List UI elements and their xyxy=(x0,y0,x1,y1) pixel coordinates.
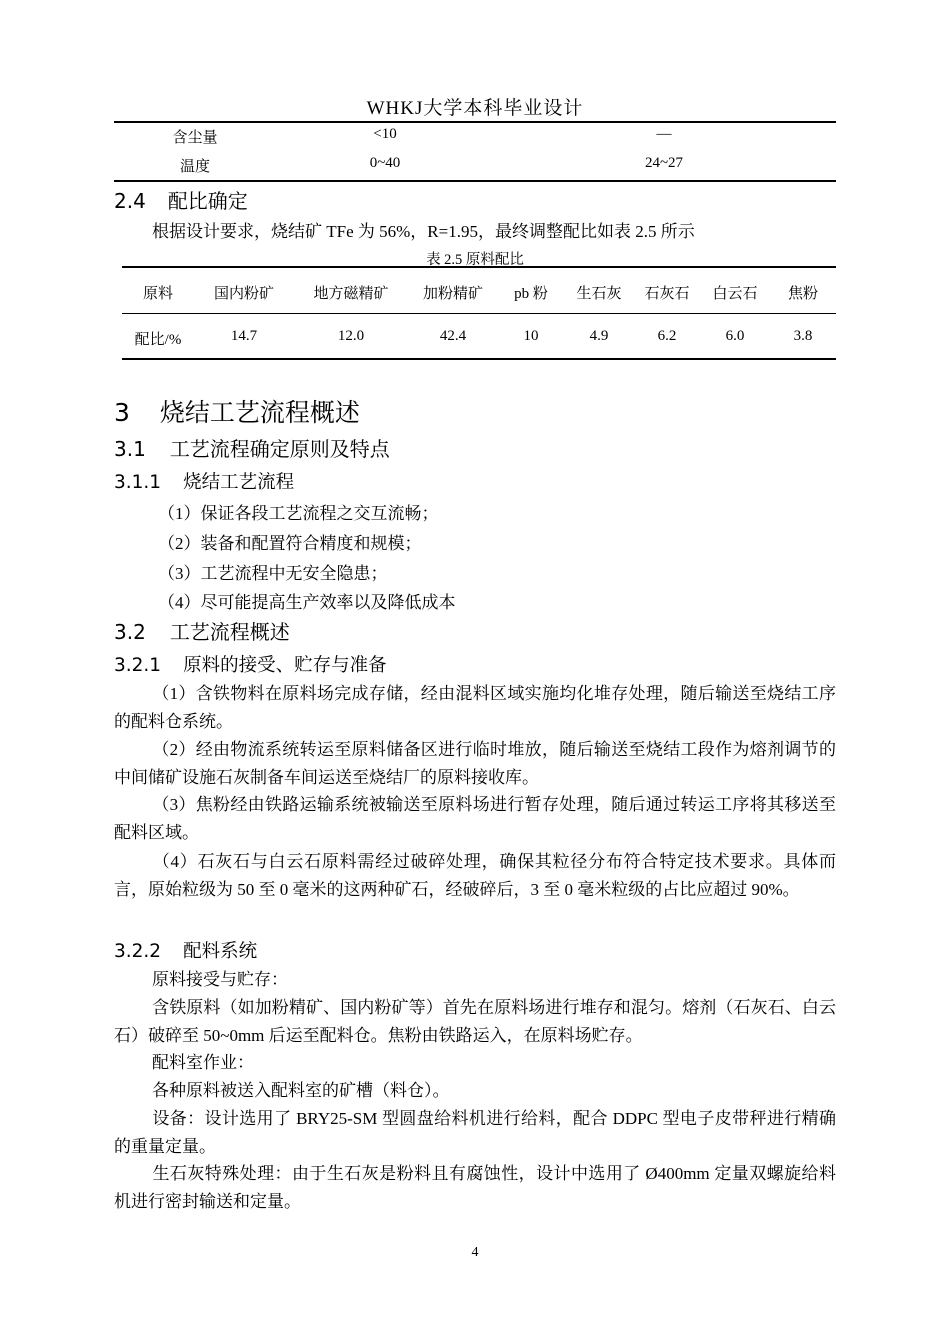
chapter-title: 烧结工艺流程概述 xyxy=(159,398,360,427)
ratio-table-cell: 10 xyxy=(523,328,539,344)
top-table-cell: 24~27 xyxy=(644,155,684,171)
section-number: 3.2 xyxy=(114,620,146,644)
section-3-2-1-heading xyxy=(114,651,387,677)
ratio-table-cell: 3.8 xyxy=(793,328,813,344)
paragraph-text: 设备：设计选用了 BRY25-SM 型圆盘给料机进行给料，配合 DDPC 型电子皮带秤进行精确的重量定量。 xyxy=(114,1109,836,1156)
section-title: 烧结工艺流程 xyxy=(183,472,295,493)
paragraph-text: 原料接受与贮存： xyxy=(152,970,288,989)
ratio-table-cell: 6.2 xyxy=(657,328,677,344)
body-paragraph xyxy=(114,1049,836,1077)
chapter-number: 3 xyxy=(114,398,130,427)
ratio-table-cell: 6.0 xyxy=(725,328,745,344)
body-paragraph xyxy=(114,966,836,994)
paragraph-text: （1）含铁物料在原料场完成存储，经由混料区域实施均化堆存处理，随后输送至烧结工序的配料仓系统。 xyxy=(114,684,836,731)
section-number: 3.2.1 xyxy=(114,655,162,676)
ratio-table-cell: 14.7 xyxy=(230,328,258,344)
ratio-table-cell: 12.0 xyxy=(337,328,365,344)
ratio-table-header: 国内粉矿 xyxy=(213,286,274,302)
section-title: 配比确定 xyxy=(167,189,248,213)
body-paragraph xyxy=(114,994,836,1049)
ratio-table-header: 白云石 xyxy=(712,286,758,302)
paragraph-text: 生石灰特殊处理：由于生石灰是粉料且有腐蚀性，设计中选用了 Ø400mm 定量双螺旋给料机进行密封输送和定量。 xyxy=(114,1164,836,1211)
top-table-row-label: 温度 xyxy=(179,159,210,175)
ratio-table-bottom-rule xyxy=(122,358,836,360)
section-3-1-heading xyxy=(114,433,390,462)
ratio-table-header: 加粉精矿 xyxy=(422,286,483,302)
section-2-4-heading xyxy=(114,185,248,214)
section-title: 原料的接受、贮存与准备 xyxy=(183,655,387,676)
top-table-bottom-rule xyxy=(114,180,836,182)
section-number: 2.4 xyxy=(114,189,146,213)
ratio-table-header: 原料 xyxy=(142,286,173,302)
ratio-table-header: 地方磁精矿 xyxy=(313,286,389,302)
ratio-table-cell: 42.4 xyxy=(439,328,467,344)
paragraph-text: 含铁原料（如加粉精矿、国内粉矿等）首先在原料场进行堆存和混匀。熔剂（石灰石、白云石）破碎至 50~0mm 后运至配料仓。焦粉由铁路运入，在原料场贮存。 xyxy=(114,998,836,1045)
section-3-2-2-heading xyxy=(114,937,257,963)
list-item: （1）保证各段工艺流程之交互流畅； xyxy=(158,504,439,523)
ratio-table-mid-rule xyxy=(122,313,836,314)
body-paragraph xyxy=(114,848,836,903)
ratio-table-cell: 配比/% xyxy=(134,332,182,348)
table-caption: 表 2.5 原料配比 xyxy=(426,252,524,268)
section-number: 3.2.2 xyxy=(114,941,162,962)
top-table-cell: — xyxy=(656,126,672,142)
section-title: 工艺流程确定原则及特点 xyxy=(169,437,390,461)
ratio-table-header: 生石灰 xyxy=(576,286,622,302)
page-number: 4 xyxy=(471,1245,479,1260)
ratio-table-header: 焦粉 xyxy=(787,286,818,302)
section-3-1-1-heading xyxy=(114,468,294,494)
top-table-row-label: 含尘量 xyxy=(172,130,218,146)
chapter-3-heading xyxy=(114,393,360,429)
section-title: 工艺流程概述 xyxy=(169,620,290,644)
top-table-cell: 0~40 xyxy=(369,155,401,171)
page-header-title: WHKJ大学本科毕业设计 xyxy=(366,98,584,119)
body-paragraph xyxy=(114,1077,836,1105)
body-paragraph xyxy=(114,791,836,846)
paragraph-text: 各种原料被送入配料室的矿槽（料仓）。 xyxy=(152,1081,450,1100)
list-item: （2）装备和配置符合精度和规模； xyxy=(158,534,422,553)
section-title: 配料系统 xyxy=(183,941,258,962)
ratio-table-header: pb 粉 xyxy=(514,286,548,302)
header-rule xyxy=(114,121,836,123)
paragraph-text: 配料室作业： xyxy=(152,1053,254,1072)
section-number: 3.1 xyxy=(114,437,146,461)
ratio-table-header: 石灰石 xyxy=(644,286,690,302)
top-table-cell: <10 xyxy=(373,126,397,142)
section-number: 3.1.1 xyxy=(114,472,162,493)
ratio-table-cell: 4.9 xyxy=(589,328,609,344)
paragraph-text: （3）焦粉经由铁路运输系统被输送至原料场进行暂存处理，随后通过转运工序将其移送至配料区域。 xyxy=(114,795,836,842)
list-item: （3）工艺流程中无安全隐患； xyxy=(158,564,388,583)
body-paragraph xyxy=(114,1160,836,1215)
list-item: （4）尽可能提高生产效率以及降低成本 xyxy=(158,593,456,612)
section-2-4-paragraph: 根据设计要求，烧结矿 TFe 为 56%，R=1.95，最终调整配比如表 2.5 所示 xyxy=(152,222,695,241)
ratio-table-top-rule xyxy=(122,266,836,268)
paragraph-text: （4）石灰石与白云石原料需经过破碎处理，确保其粒径分布符合特定技术要求。具体而言，原始粒级为 50 至 0 毫米的这两种矿石，经破碎后，3 至 0 毫米粒级的占比应超过 90%。 xyxy=(114,852,836,899)
body-paragraph xyxy=(114,1105,836,1160)
body-paragraph xyxy=(114,736,836,791)
body-paragraph xyxy=(114,680,836,735)
section-3-2-heading xyxy=(114,616,290,645)
paragraph-text: （2）经由物流系统转运至原料储备区进行临时堆放，随后输送至烧结工段作为熔剂调节的中间储矿设施石灰制备车间运送至烧结厂的原料接收库。 xyxy=(114,740,836,787)
